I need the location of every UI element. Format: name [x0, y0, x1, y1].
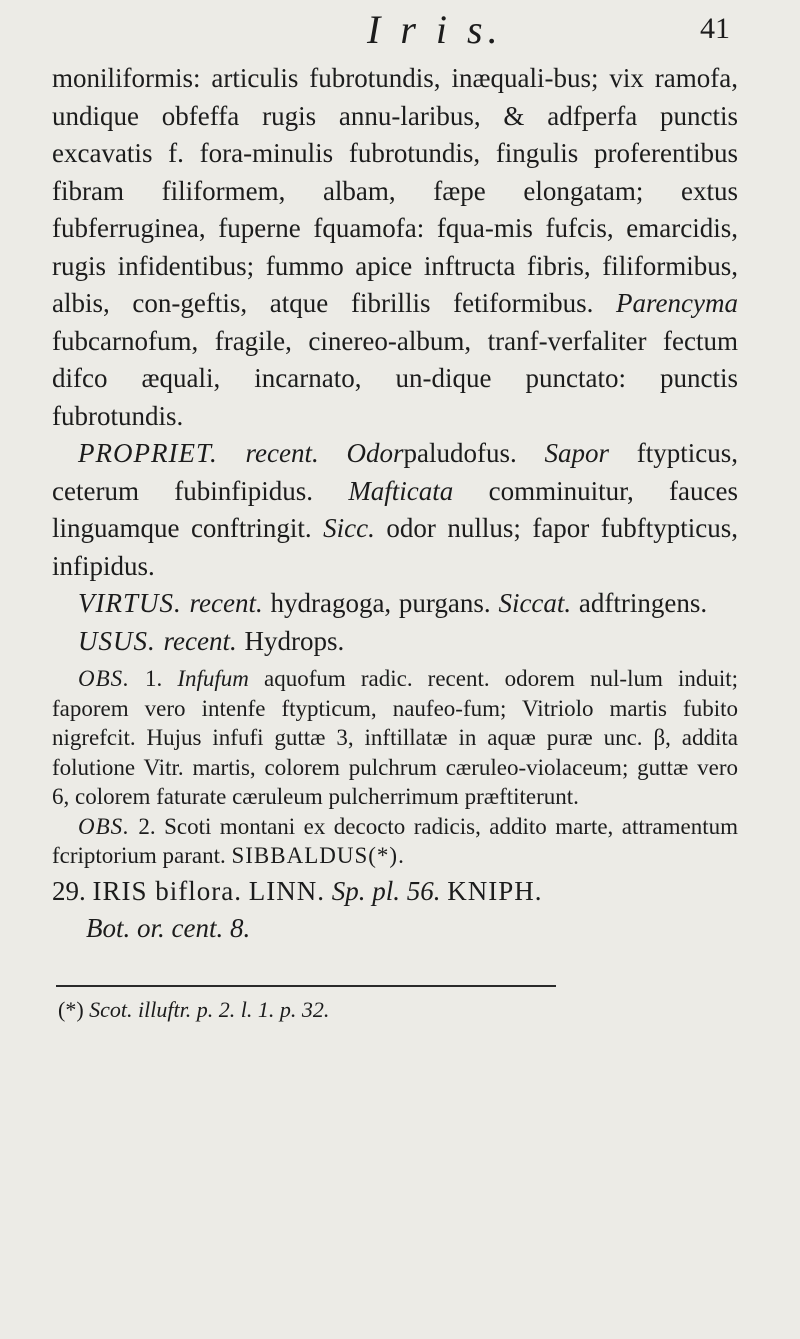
kniphof-ref: KNIPH.	[447, 875, 543, 906]
morphology-text: moniliformis: articulis fubrotundis, inæquali-bus; vix ramofa, undique obfeffa rugis annu-laribus, & adfperfa punctis excavatis f. fora-minulis fubrotundis, fingulis proferentibus fibram filiformem, albam, fæpe elongatam; extus fubferruginea, fuperne fquamofa: fqua-mis fufcis, emarcidis, rugis infidentibus; fummo apice inftructa fibris, filiformibus, albis, con-geftis, atque fibrillis fetiformibus.	[52, 63, 738, 318]
paragraph-virtus	[52, 585, 738, 623]
obs-label: OBS.	[78, 813, 130, 839]
siccat-label: Siccat.	[498, 588, 572, 618]
usus-label: USUS.	[78, 625, 156, 656]
footnote-text: Scot. illuftr. p. 2. l. 1. p. 32.	[89, 996, 330, 1022]
sicc-label: Sicc.	[323, 513, 375, 543]
species-entry	[52, 873, 738, 947]
observation-1	[52, 664, 738, 812]
running-head	[52, 0, 738, 60]
page-number: 41	[700, 12, 730, 45]
obs-label: OBS.	[78, 666, 130, 691]
sicc-text: odor nullus; fapor fubftypticus, infipidus.	[52, 513, 739, 581]
observations	[52, 664, 738, 871]
parencyma-text: fubcarnofum, fragile, cinereo-album, tranf-verfaliter fectum difco æquali, incarnato, un-dique punctato: punctis fubrotundis.	[52, 325, 738, 431]
footnote	[52, 997, 738, 1023]
running-title: I r i s.	[367, 7, 503, 52]
obs-term: Infufum	[177, 666, 249, 691]
observation-2	[52, 812, 738, 871]
paragraph-morphology	[52, 60, 738, 435]
species-heading	[52, 873, 738, 910]
sapor-label: Sapor	[544, 438, 609, 468]
siccat-text: adftringens.	[578, 588, 708, 618]
footnote-rule	[56, 985, 556, 987]
odor-label: Odor	[346, 438, 404, 468]
species-plantarum-ref: Sp. pl.	[331, 875, 400, 906]
obs-number: 2.	[138, 813, 156, 839]
sapor-text: ftypticus, ceterum fubinfipidus.	[52, 438, 739, 506]
species-name: IRIS biflora.	[92, 875, 242, 906]
usus-text: Hydrops.	[244, 625, 345, 656]
recent-label: recent.	[245, 438, 319, 468]
virtus-text: hydragoga, purgans.	[270, 588, 491, 618]
obs-text: Scoti montani ex decocto radicis, addito marte, attramentum fcriptorium parant.	[52, 813, 738, 868]
species-ref-number: 56.	[406, 875, 441, 906]
masticata-label: Mafticata	[348, 475, 454, 506]
description-text	[52, 60, 738, 660]
obs-author: SIBBALDUS(*).	[231, 843, 405, 868]
parencyma-label: Parencyma	[616, 288, 738, 318]
obs-number: 1.	[145, 666, 163, 691]
paragraph-proprietates	[52, 435, 738, 585]
species-number: 29.	[52, 875, 86, 906]
footnote-mark: (*)	[58, 996, 84, 1022]
linnaeus-ref: LINN.	[248, 875, 325, 906]
masticata-text: comminuitur, fauces linguamque conftringit.	[52, 475, 739, 543]
recent-label: recent.	[163, 625, 237, 656]
obs-text: aquofum radic. recent. odorem nul-lum induit; faporem vero intenfe ftypticum, naufeo-fum; Vitriolo martis fubito nigrefcit. Hujus infufi guttæ 3, inftillatæ in aquæ puræ unc. β, addita folutione Vitr. martis, colorem pulchrum cæruleo-violaceum; guttæ vero 6, colorem faturate cæruleum pulcherrimum præftiterunt.	[52, 666, 739, 809]
virtus-label: VIRTUS.	[78, 588, 182, 618]
odor-text: paludofus.	[403, 438, 517, 468]
paragraph-usus	[52, 623, 738, 661]
propriet-label: PROPRIET.	[78, 438, 218, 468]
botanica-ref: Bot. or. cent. 8.	[86, 912, 251, 943]
recent-label: recent.	[189, 588, 263, 618]
